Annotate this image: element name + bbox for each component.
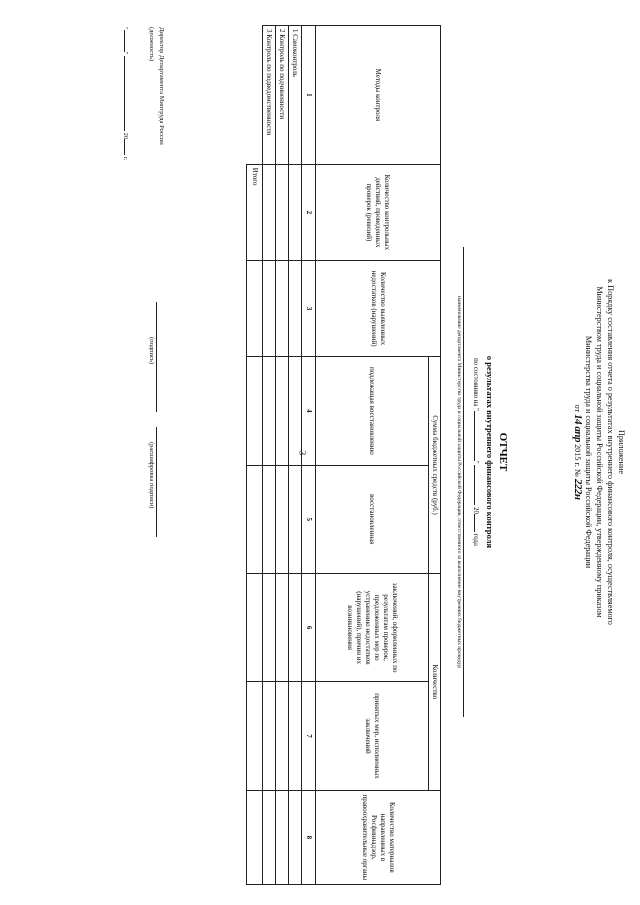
position-title: Директор Департамента Минтруда России: [158, 27, 165, 145]
report-table: [246, 25, 441, 885]
department-caption: наименование департамента Министерства труда и социальной защиты Российской Федерации, ответственного за выполнение внутренних бюджетных процедур: [456, 247, 464, 717]
as-of-date: по состоянию на "" 20 года: [472, 358, 479, 546]
appendix-line: Министерством труда и социальной защиты Российской Федерации, утвержденному приказом: [595, 286, 604, 618]
header-budget-group: Сумма бюджетных средств (руб.): [429, 357, 441, 574]
column-number: 2: [302, 164, 316, 260]
table-row: [263, 26, 276, 885]
page-number: 3: [297, 450, 308, 456]
column-number: 6: [302, 573, 316, 681]
column-numbers-row: [302, 26, 316, 885]
header-to-recover: подлежащая восстановлению: [316, 357, 429, 465]
header-materials-count: Количество материалов направленных в Росфиннадзор, правоохранительные органы: [316, 790, 441, 884]
appendix-line: к Порядку составления отчета о результатах внутреннего финансового контроля, осуществляемого: [606, 279, 615, 625]
row-label: 3 Контроль по подведомственности: [263, 26, 276, 165]
header-recovered: восстановленная: [316, 465, 429, 573]
handwritten-date: 14 апр: [572, 414, 584, 443]
column-number: 5: [302, 465, 316, 573]
appendix-order-line: от 14 апр 2015 г. № 222н: [572, 404, 584, 500]
appendix-line: Министерства труда и социальной защиты Российской Федерации: [584, 335, 593, 569]
handwritten-number: 222н: [572, 478, 584, 500]
row-label: 1 Самоконтроль: [289, 26, 302, 165]
row-label: 2 Контроль по подчиненности: [276, 26, 289, 165]
table-row: [289, 26, 302, 885]
appendix-label: Приложение: [617, 430, 626, 474]
report-title: ОТЧЕТ: [497, 432, 509, 472]
column-number: 1: [302, 26, 316, 165]
report-subtitle: о результатах внутреннего финансового контроля: [485, 355, 495, 549]
table-row: [276, 26, 289, 885]
header-conclusions: заключений, оформленных по результатам проверок, предложенных мер по устранению недостатков (нарушений), причин их возникновения: [316, 573, 429, 681]
header-measures: принятых мер, исполненных заключений: [316, 682, 429, 790]
total-label: Итого: [247, 164, 263, 260]
header-count-group: Количество: [429, 573, 441, 790]
appendix-header: [572, 42, 627, 862]
position-caption: (должность): [148, 27, 155, 62]
column-number: 4: [302, 357, 316, 465]
report-sheet: [37, 12, 627, 892]
signature-date: "" 20 г.: [122, 27, 129, 161]
header-actions-count: Количество контрольных действий, проведенных проверок (ревизий): [316, 164, 441, 260]
column-number: 3: [302, 260, 316, 356]
total-row: [247, 26, 263, 885]
column-number: 7: [302, 682, 316, 790]
signature-caption: (подпись): [148, 337, 155, 364]
decode-caption: (расшифровка подписи): [148, 442, 155, 509]
header-violations-count: Количество выявленных недостатков (нарушений): [316, 260, 441, 356]
header-methods: Методы контроля: [316, 26, 441, 165]
column-number: 8: [302, 790, 316, 884]
